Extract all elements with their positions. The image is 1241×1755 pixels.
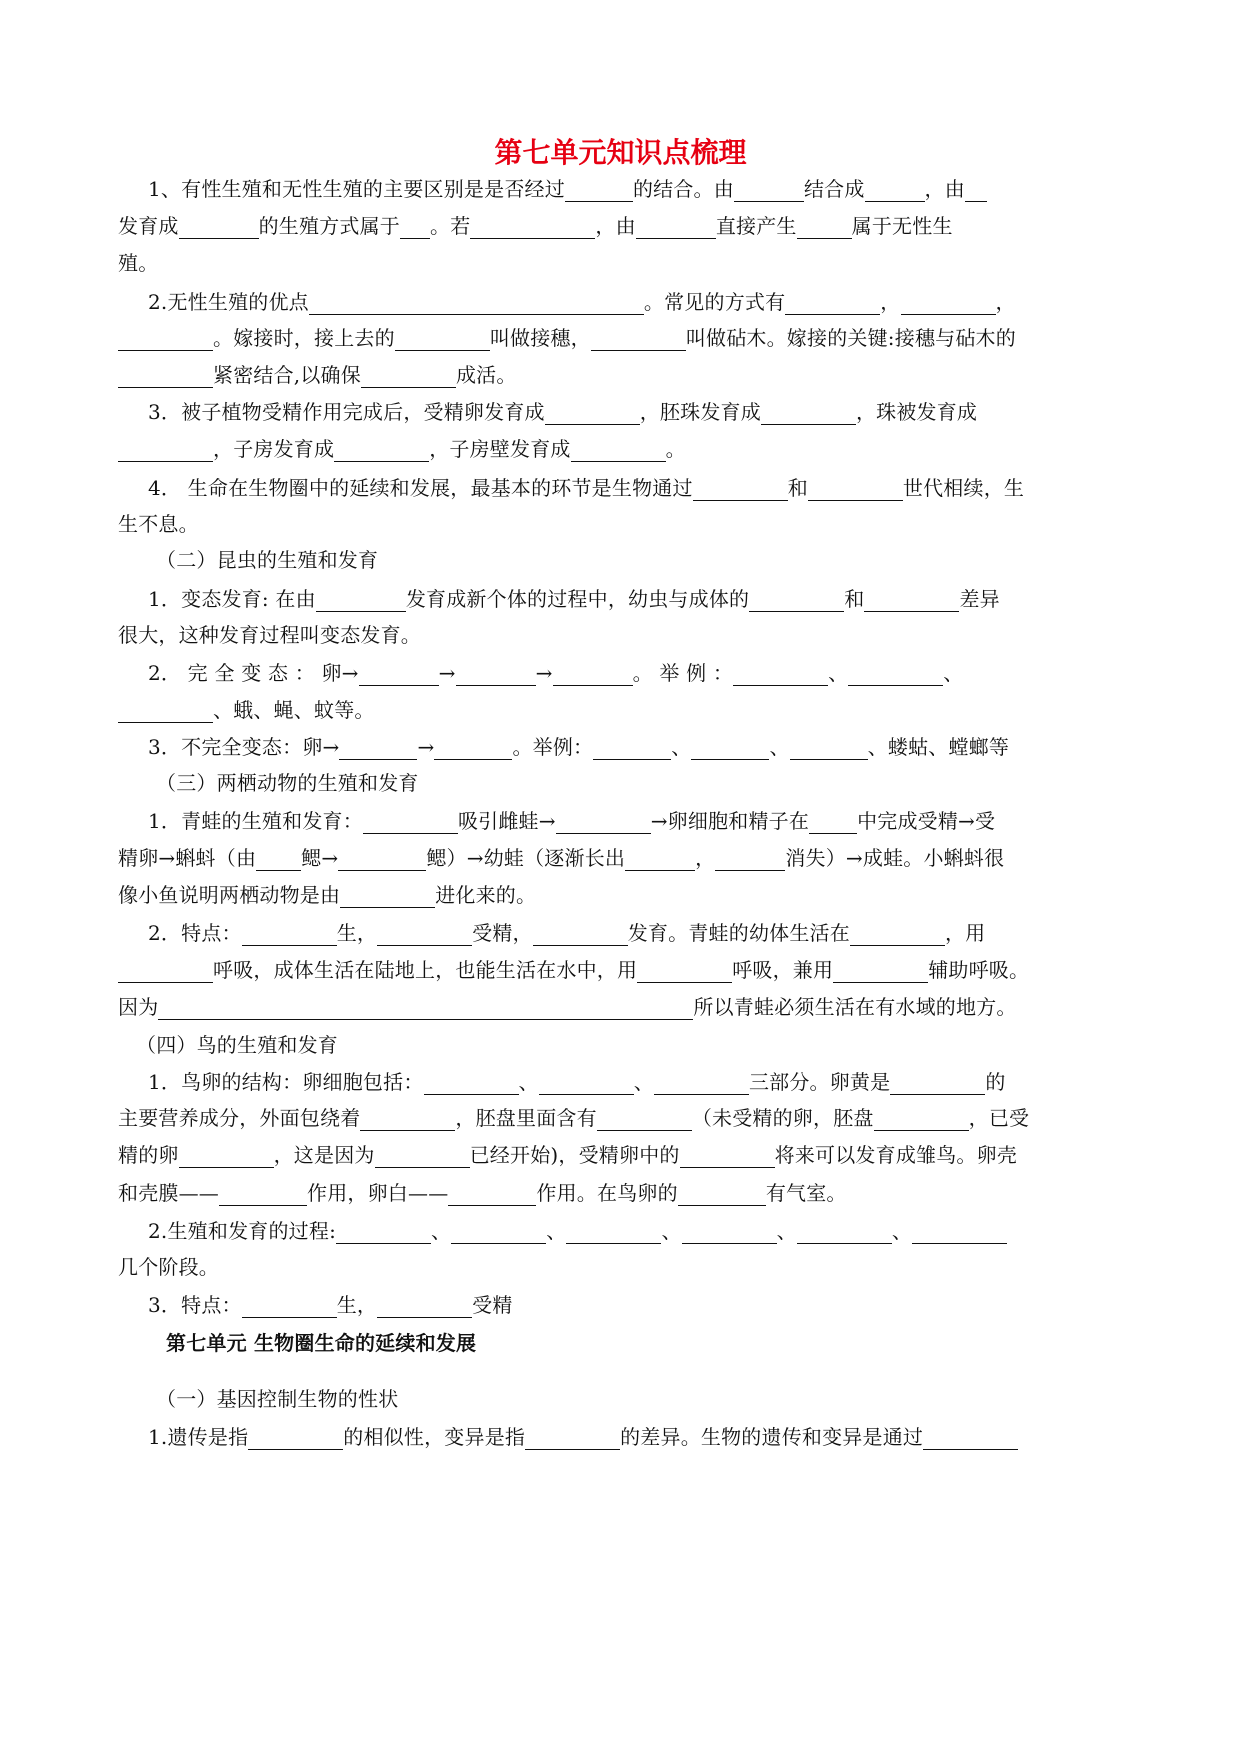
text-line <box>118 806 1158 836</box>
fill-in-blank[interactable] <box>865 179 925 202</box>
text-line <box>118 658 1158 688</box>
fill-in-blank[interactable] <box>424 1072 519 1095</box>
text-segment: 作用。在鸟卵的 <box>536 1181 678 1205</box>
fill-in-blank[interactable] <box>179 216 259 239</box>
fill-in-blank[interactable] <box>363 811 458 834</box>
text-segment: 鳃→ <box>301 846 339 870</box>
text-segment: 、 <box>633 1070 654 1094</box>
text-segment: 鳃）→幼蛙（逐渐长出 <box>426 846 626 870</box>
fill-in-blank[interactable] <box>912 1221 1007 1244</box>
text-segment: 2.无性生殖的优点 <box>148 290 309 314</box>
text-line <box>118 1103 1128 1133</box>
text-segment: 、 <box>518 1070 539 1094</box>
text-segment: 4． 生命在生物圈中的延续和发展，最基本的环节是生物通过 <box>148 476 693 500</box>
text-segment: 直接产生 <box>715 214 797 238</box>
text-segment: ，子房发育成 <box>213 437 335 461</box>
fill-in-blank[interactable] <box>340 885 435 908</box>
text-line <box>118 211 1128 241</box>
text-segment: 成活。 <box>455 363 517 387</box>
fill-in-blank[interactable] <box>336 1221 431 1244</box>
text-segment: 的结合。由 <box>632 177 734 201</box>
text-line <box>118 1178 1128 1208</box>
fill-in-blank[interactable] <box>525 1427 620 1450</box>
page-title: 第七单元知识点梳理 <box>494 136 747 169</box>
text-segment: 发育成 <box>118 214 179 238</box>
fill-in-blank[interactable] <box>553 663 633 686</box>
fill-in-blank[interactable] <box>680 1145 775 1168</box>
fill-in-blank[interactable] <box>965 179 987 202</box>
text-line <box>118 1030 1146 1060</box>
fill-in-blank[interactable] <box>242 923 337 946</box>
fill-in-blank[interactable] <box>533 923 628 946</box>
text-segment: 1、有性生殖和无性生殖的主要区别是是否经过 <box>148 177 565 201</box>
text-line <box>118 1140 1128 1170</box>
text-segment: → <box>417 735 435 759</box>
fill-in-blank[interactable] <box>678 1183 766 1206</box>
text-segment: 吸引雌蛙→ <box>457 809 556 833</box>
text-segment: 1．鸟卵的结构：卵细胞包括： <box>148 1070 424 1094</box>
fill-in-blank[interactable] <box>219 1183 307 1206</box>
text-segment: （三）两栖动物的生殖和发育 <box>156 771 419 795</box>
fill-in-blank[interactable] <box>377 1295 472 1318</box>
fill-in-blank[interactable] <box>118 328 213 351</box>
text-segment: 主要营养成分，外面包绕着 <box>118 1106 361 1130</box>
text-segment: 、 <box>828 661 849 685</box>
text-line <box>118 918 1158 948</box>
text-segment: 将来可以发育成雏鸟。卵壳 <box>774 1143 1018 1167</box>
text-segment: 、 <box>891 1219 913 1243</box>
text-segment: 第七单元 生物圈生命的延续和发展 <box>166 1331 477 1355</box>
text-segment: 生不息。 <box>118 512 199 536</box>
text-segment: 2．特点： <box>148 921 242 945</box>
fill-in-blank[interactable] <box>359 663 439 686</box>
fill-in-blank[interactable] <box>654 1072 749 1095</box>
text-segment: 生， <box>336 921 378 945</box>
fill-in-blank[interactable] <box>597 1108 692 1131</box>
text-line <box>118 1216 1158 1246</box>
fill-in-blank[interactable] <box>901 292 996 315</box>
text-segment: 和 <box>787 476 808 500</box>
fill-in-blank[interactable] <box>566 1221 661 1244</box>
text-line <box>118 1422 1158 1452</box>
text-segment: ， <box>695 846 716 870</box>
fill-in-blank[interactable] <box>309 292 644 315</box>
fill-in-blank[interactable] <box>316 589 406 612</box>
fill-in-blank[interactable] <box>339 737 417 760</box>
text-line <box>118 768 1166 798</box>
text-line <box>118 545 1166 575</box>
text-segment: ，这是因为 <box>273 1143 375 1167</box>
fill-in-blank[interactable] <box>248 1427 343 1450</box>
text-segment: 像小鱼说明两栖动物是由 <box>118 883 341 907</box>
text-segment: 叫做砧木。嫁接的关键:接穗与砧木的 <box>685 326 1016 350</box>
text-segment: 。 举 例 ： <box>632 661 734 685</box>
fill-in-blank[interactable] <box>556 811 651 834</box>
text-segment: 和壳膜—— <box>118 1181 219 1205</box>
text-segment: 精卵→蝌蚪（由 <box>118 846 257 870</box>
text-segment: ，胚盘里面含有 <box>455 1106 597 1130</box>
fill-in-blank[interactable] <box>539 1072 634 1095</box>
text-segment: 。常见的方式有 <box>643 290 786 314</box>
fill-in-blank[interactable] <box>242 1295 337 1318</box>
fill-in-blank[interactable] <box>790 737 868 760</box>
text-segment: 结合成 <box>803 177 865 201</box>
text-line <box>118 1328 1176 1358</box>
text-segment: 作用，卵白—— <box>307 1181 449 1205</box>
text-segment: 和 <box>844 587 865 611</box>
fill-in-blank[interactable] <box>682 1221 777 1244</box>
fill-in-blank[interactable] <box>565 179 633 202</box>
text-segment: 发育成新个体的过程中，幼虫与成体的 <box>405 587 750 611</box>
text-segment: 、蛾、蝇、蚊等。 <box>213 698 375 722</box>
text-segment: 。若 <box>430 214 471 238</box>
text-segment: 呼吸，成体生活在陆地上，也能生活在水中，用 <box>213 958 638 982</box>
text-segment: 发育。青蛙的幼体生活在 <box>627 921 850 945</box>
text-line <box>118 1252 1128 1282</box>
text-line <box>118 287 1158 317</box>
text-line <box>118 695 1128 725</box>
text-segment: 差异 <box>959 587 1000 611</box>
text-segment: 受精 <box>472 1293 513 1317</box>
text-segment: 的 <box>985 1070 1006 1094</box>
text-segment: 、 <box>769 735 790 759</box>
text-line <box>118 248 1128 278</box>
text-segment: 消失）→成蛙。小蝌蚪很 <box>785 846 1005 870</box>
fill-in-blank[interactable] <box>864 589 959 612</box>
fill-in-blank[interactable] <box>833 960 928 983</box>
text-segment: 。嫁接时，接上去的 <box>213 326 395 350</box>
fill-in-blank[interactable] <box>797 216 852 239</box>
text-line <box>118 509 1128 539</box>
text-segment: 1．青蛙的生殖和发育： <box>148 809 363 833</box>
text-segment: 进化来的。 <box>435 883 537 907</box>
text-segment: （二）昆虫的生殖和发育 <box>156 548 379 572</box>
fill-in-blank[interactable] <box>890 1072 985 1095</box>
text-segment: 、 <box>671 735 692 759</box>
fill-in-blank[interactable] <box>256 848 301 871</box>
fill-in-blank[interactable] <box>850 923 945 946</box>
fill-in-blank[interactable] <box>923 1427 1018 1450</box>
fill-in-blank[interactable] <box>691 737 769 760</box>
text-segment: 的差异。生物的遗传和变异是通过 <box>620 1425 924 1449</box>
fill-in-blank[interactable] <box>334 439 429 462</box>
text-line <box>118 732 1158 762</box>
text-line <box>118 360 1128 390</box>
text-segment: ，珠被发育成 <box>855 400 978 424</box>
text-segment: 叫做接穗， <box>489 326 591 350</box>
fill-in-blank[interactable] <box>434 737 512 760</box>
text-segment: 因为 <box>118 995 159 1019</box>
text-line <box>118 473 1158 503</box>
fill-in-blank[interactable] <box>848 663 943 686</box>
fill-in-blank[interactable] <box>571 439 666 462</box>
fill-in-blank[interactable] <box>733 663 828 686</box>
text-segment: 属于无性生 <box>851 214 953 238</box>
fill-in-blank[interactable] <box>451 1221 546 1244</box>
text-line <box>118 1290 1158 1320</box>
text-line <box>118 397 1158 427</box>
text-segment: 、 <box>943 661 964 685</box>
text-line <box>118 620 1128 650</box>
text-segment: 1．变态发育: 在由 <box>148 587 316 611</box>
text-segment: 3．被子植物受精作用完成后，受精卵发育成 <box>148 400 545 424</box>
text-line <box>118 584 1158 614</box>
text-segment: 、蝼蛄、螳螂等 <box>867 735 1010 759</box>
fill-in-blank[interactable] <box>377 923 472 946</box>
text-segment: 三部分。卵黄是 <box>748 1070 891 1094</box>
text-segment: （四）鸟的生殖和发育 <box>136 1033 338 1057</box>
text-segment: 、 <box>661 1219 682 1243</box>
fill-in-blank[interactable] <box>118 439 213 462</box>
text-segment: ， <box>995 290 1016 314</box>
text-segment: ，胚珠发育成 <box>639 400 761 424</box>
fill-in-blank[interactable] <box>808 478 903 501</box>
fill-in-blank[interactable] <box>456 663 536 686</box>
fill-in-blank[interactable] <box>118 700 213 723</box>
text-segment: 3．不完全变态：卵→ <box>148 735 340 759</box>
fill-in-blank[interactable] <box>749 589 844 612</box>
text-segment: →卵细胞和精子在 <box>650 809 810 833</box>
text-segment: 、 <box>546 1219 567 1243</box>
text-segment: ，由 <box>595 214 636 238</box>
text-segment: 中完成受精→受 <box>857 809 996 833</box>
text-line <box>118 323 1128 353</box>
text-segment: 世代相续，生 <box>902 476 1025 500</box>
text-segment: 2.生殖和发育的过程: <box>148 1219 337 1243</box>
text-segment: ， <box>880 290 901 314</box>
text-segment: 3．特点： <box>148 1293 242 1317</box>
text-line <box>118 843 1128 873</box>
text-segment: 2． 完 全 变 态 ： 卵→ <box>148 661 359 685</box>
text-segment: 1.遗传是指 <box>148 1425 249 1449</box>
text-segment: ，由 <box>924 177 965 201</box>
text-line <box>118 992 1128 1022</box>
fill-in-blank[interactable] <box>360 1108 455 1131</box>
text-segment: 的生殖方式属于 <box>258 214 401 238</box>
text-line <box>118 880 1128 910</box>
fill-in-blank[interactable] <box>715 848 785 871</box>
text-segment: ，用 <box>944 921 986 945</box>
fill-in-blank[interactable] <box>785 292 880 315</box>
fill-in-blank[interactable] <box>179 1145 274 1168</box>
text-segment: 紧密结合,以确保 <box>213 363 361 387</box>
fill-in-blank[interactable] <box>395 328 490 351</box>
fill-in-blank[interactable] <box>809 811 857 834</box>
text-segment: 、 <box>431 1219 452 1243</box>
text-segment: → <box>535 661 553 685</box>
text-segment: 的相似性，变异是指 <box>343 1425 526 1449</box>
fill-in-blank[interactable] <box>400 216 430 239</box>
text-segment: （未受精的卵，胚盘 <box>691 1106 874 1130</box>
text-segment: 很大，这种发育过程叫变态发育。 <box>118 623 421 647</box>
fill-in-blank[interactable] <box>593 737 671 760</box>
text-segment: ，子房壁发育成 <box>429 437 571 461</box>
fill-in-blank[interactable] <box>448 1183 536 1206</box>
fill-in-blank[interactable] <box>470 216 595 239</box>
fill-in-blank[interactable] <box>625 848 695 871</box>
text-segment: 有气室。 <box>765 1181 847 1205</box>
text-segment: ，已受 <box>968 1106 1030 1130</box>
text-segment: 受精， <box>472 921 533 945</box>
text-line <box>118 174 1158 204</box>
text-segment: 。 <box>665 437 686 461</box>
fill-in-blank[interactable] <box>375 1145 470 1168</box>
fill-in-blank[interactable] <box>636 216 716 239</box>
text-segment: 呼吸，兼用 <box>732 958 834 982</box>
text-segment: 殖。 <box>118 251 159 275</box>
text-segment: → <box>438 661 456 685</box>
fill-in-blank[interactable] <box>361 365 456 388</box>
fill-in-blank[interactable] <box>637 960 732 983</box>
text-segment: 所以青蛙必须生活在有水域的地方。 <box>693 995 1017 1019</box>
text-line <box>118 955 1128 985</box>
text-segment: 几个阶段。 <box>118 1255 219 1279</box>
text-line <box>118 434 1128 464</box>
text-line <box>118 1067 1158 1097</box>
fill-in-blank[interactable] <box>118 365 213 388</box>
fill-in-blank[interactable] <box>591 328 686 351</box>
text-segment: 。举例： <box>512 735 594 759</box>
fill-in-blank[interactable] <box>693 478 788 501</box>
fill-in-blank[interactable] <box>734 179 804 202</box>
text-segment: 辅助呼吸。 <box>928 958 1030 982</box>
fill-in-blank[interactable] <box>797 1221 892 1244</box>
text-segment: 已经开始)，受精卵中的 <box>469 1143 680 1167</box>
fill-in-blank[interactable] <box>118 960 213 983</box>
fill-in-blank[interactable] <box>874 1108 969 1131</box>
fill-in-blank[interactable] <box>761 402 856 425</box>
fill-in-blank[interactable] <box>338 848 426 871</box>
text-segment: （一）基因控制生物的性状 <box>156 1387 399 1411</box>
text-segment: 精的卵 <box>118 1143 179 1167</box>
fill-in-blank[interactable] <box>158 997 693 1020</box>
fill-in-blank[interactable] <box>545 402 640 425</box>
text-segment: 、 <box>776 1219 797 1243</box>
text-line <box>118 1384 1166 1414</box>
text-segment: 生， <box>336 1293 378 1317</box>
